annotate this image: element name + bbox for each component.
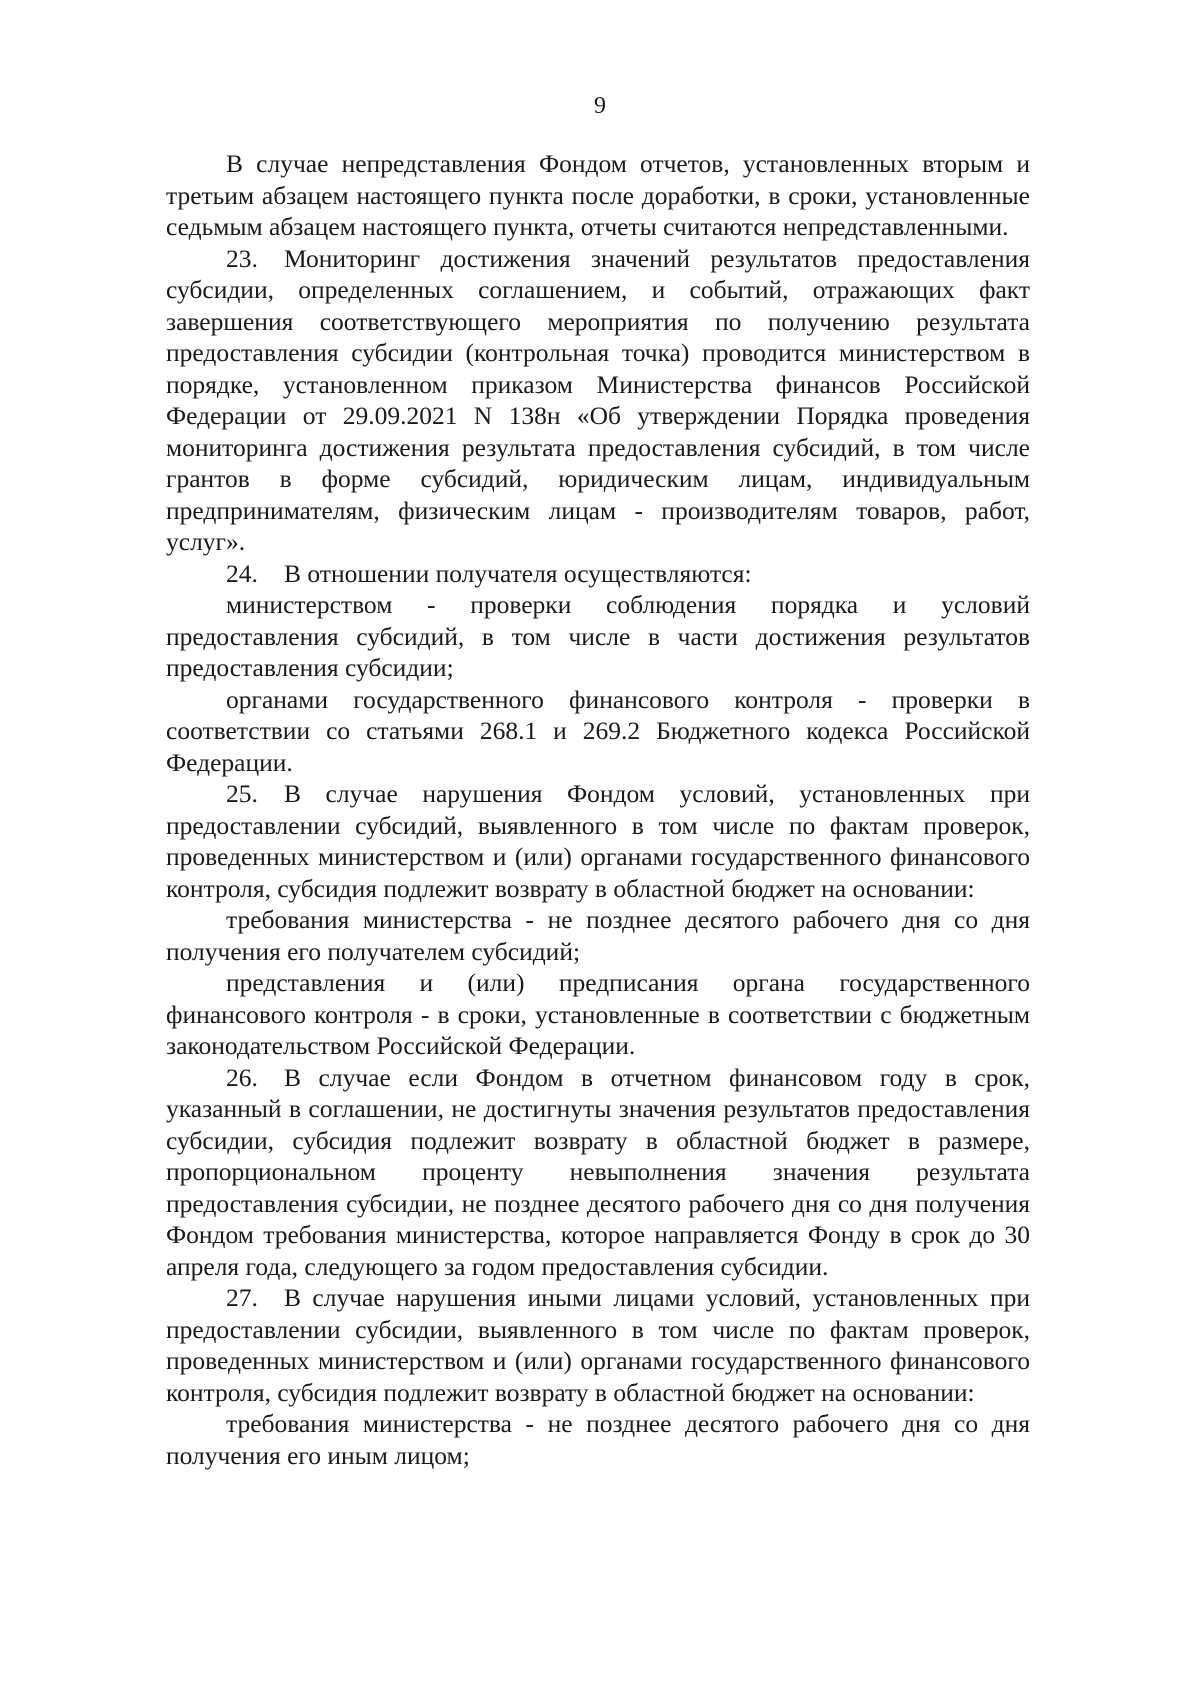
paragraph-intro <box>166 148 1030 243</box>
document-body <box>166 148 1030 1471</box>
paragraph-number: 27. <box>226 1283 258 1312</box>
paragraph-24-control-bodies <box>166 684 1030 779</box>
paragraph-text: министерством - проверки соблюдения порядка и условий предоставления субсидий, в том числе в части достижения результатов предоставления субсидии; <box>166 590 1030 682</box>
paragraph-text: В отношении получателя осуществляются: <box>284 558 752 588</box>
paragraph-24-ministry <box>166 589 1030 684</box>
paragraph-text: требования министерства - не позднее десятого рабочего дня со дня получения его иным лицом; <box>166 1409 1030 1470</box>
paragraph-text: В случае непредставления Фондом отчетов, установленных вторым и третьим абзацем настоящего пункта после доработки, в сроки, установленные седьмым абзацем настоящего пункта, отчеты считаются непредставленными. <box>166 149 1030 241</box>
paragraph-27-requirement <box>166 1408 1030 1471</box>
paragraph-text: В случае если Фондом в отчетном финансовом году в срок, указанный в соглашении, не достигнуты значения результатов предоставления субсидии, субсидия подлежит возврату в областной бюджет в размере, пропорциональном проценту невыполнения значения результата предоставления субсидии, не позднее десятого рабочего дня со дня получения Фондом требования министерства, которое направляется Фонду в срок до 30 апреля года, следующего за годом предоставления субсидии. <box>166 1062 1030 1281</box>
paragraph-text: требования министерства - не позднее десятого рабочего дня со дня получения его получателем субсидий; <box>166 905 1030 966</box>
paragraph-23 <box>166 243 1030 558</box>
paragraph-25-presentation <box>166 967 1030 1062</box>
paragraph-25-requirement <box>166 904 1030 967</box>
page-number: 9 <box>594 93 606 119</box>
paragraph-24 <box>166 558 1030 590</box>
paragraph-text: В случае нарушения Фондом условий, установленных при предоставлении субсидий, выявленного в том числе по фактам проверок, проведенных министерством и (или) органами государственного финансового контроля, субсидия подлежит возврату в областной бюджет на основании: <box>166 779 1030 903</box>
paragraph-number: 24. <box>226 558 258 588</box>
paragraph-text: представления и (или) предписания органа государственного финансового контроля - в сроки, установленные в соответствии с бюджетным законодательством Российской Федерации. <box>166 968 1030 1060</box>
paragraph-26 <box>166 1062 1030 1283</box>
paragraph-number: 23. <box>226 243 258 273</box>
paragraph-text: органами государственного финансового контроля - проверки в соответствии со статьями 268.1 и 269.2 Бюджетного кодекса Российской Федерации. <box>166 684 1030 777</box>
paragraph-text: В случае нарушения иными лицами условий, установленных при предоставлении субсидии, выявленного в том числе по фактам проверок, проведенных министерством и (или) органами государственного финансового контроля, субсидия подлежит возврату в областной бюджет на основании: <box>166 1283 1030 1407</box>
paragraph-text: Мониторинг достижения значений результатов предоставления субсидии, определенных соглашением, и событий, отражающих факт завершения соответствующего мероприятия по получению результата предоставления субсидии (контрольная точка) проводится министерством в порядке, установленном приказом Министерства финансов Российской Федерации от 29.09.2021 N 138н «Об утверждении Порядка проведения мониторинга достижения результата предоставления субсидий, в том числе грантов в форме субсидий, юридическим лицам, индивидуальным предпринимателям, физическим лицам - производителям товаров, работ, услуг». <box>166 243 1030 556</box>
paragraph-27 <box>166 1282 1030 1408</box>
paragraph-25 <box>166 778 1030 904</box>
paragraph-number: 26. <box>226 1062 258 1092</box>
paragraph-number: 25. <box>226 779 258 808</box>
